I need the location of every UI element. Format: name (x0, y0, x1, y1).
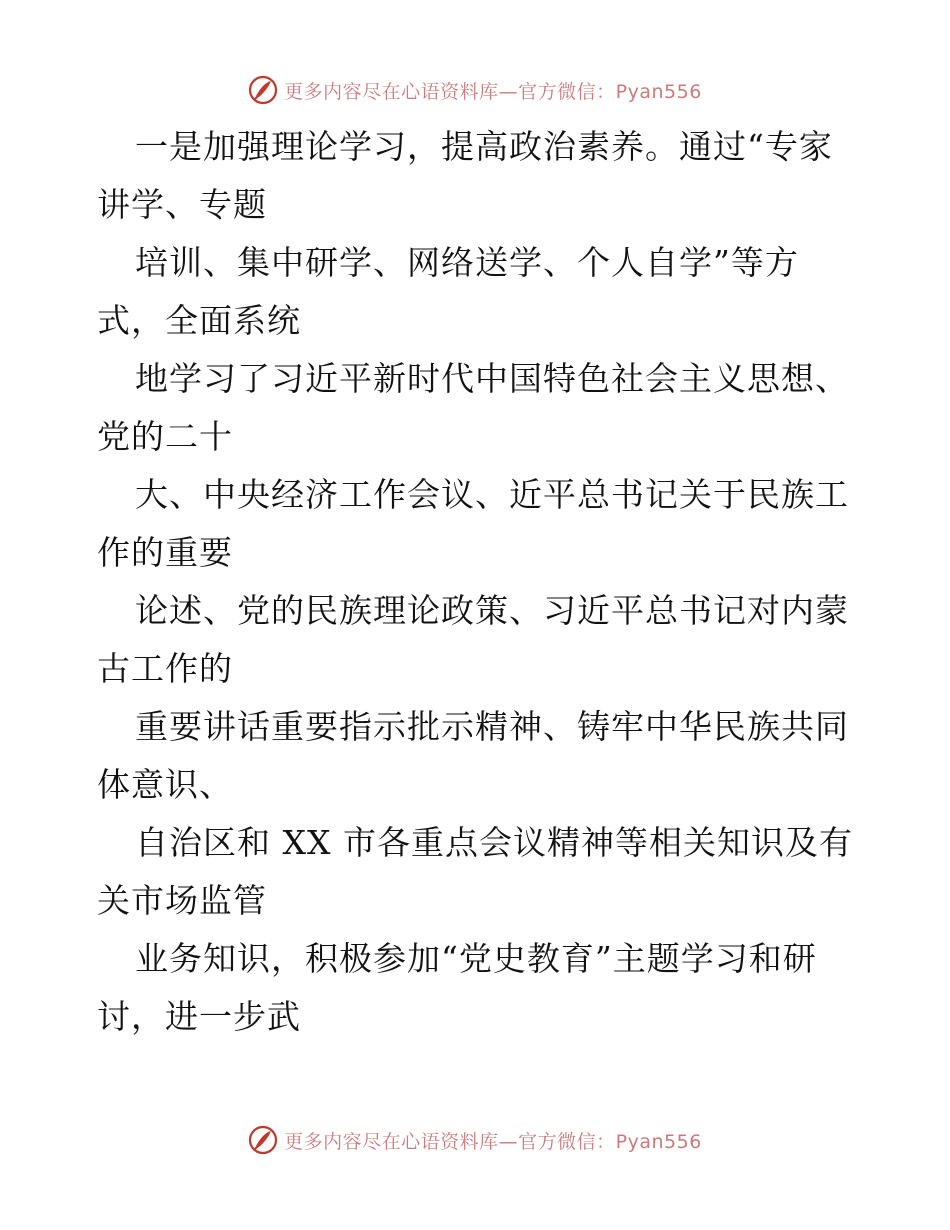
text-line: 大、中央经济工作会议、近平总书记关于民族工 (135, 475, 849, 514)
watermark-text: 更多内容尽在心语资料库—官方微信：Pyan556 (284, 1130, 702, 1153)
footer-watermark (0, 1122, 950, 1158)
text-line: 培训、集中研学、网络送学、个人自学”等方 (135, 243, 799, 282)
text-line: 一是加强理论学习，提高政治素养。通过“专家 (135, 127, 833, 166)
quill-seal-icon (248, 1125, 278, 1155)
text-line: 党的二十 (97, 417, 233, 456)
text-line: 讨，进一步武 (97, 997, 301, 1036)
text-line: 业务知识，积极参加“党史教育”主题学习和研 (135, 939, 817, 978)
text-line: 地学习了习近平新时代中国特色社会主义思想、 (135, 359, 849, 398)
document-body (97, 118, 857, 1046)
text-line: 体意识、 (97, 765, 233, 804)
text-line: 重要讲话重要指示批示精神、铸牢中华民族共同 (135, 707, 849, 746)
text-line: 自治区和 XX 市各重点会议精神等相关知识及有 (135, 823, 853, 862)
text-line: 作的重要 (97, 533, 233, 572)
text-line: 关市场监管 (97, 881, 267, 920)
quill-seal-icon (248, 75, 278, 105)
text-line: 式，全面系统 (97, 301, 301, 340)
text-line: 古工作的 (97, 649, 233, 688)
watermark-text: 更多内容尽在心语资料库—官方微信：Pyan556 (284, 80, 702, 103)
text-line: 讲学、专题 (97, 185, 267, 224)
header-watermark (0, 72, 950, 108)
text-line: 论述、党的民族理论政策、习近平总书记对内蒙 (135, 591, 849, 630)
